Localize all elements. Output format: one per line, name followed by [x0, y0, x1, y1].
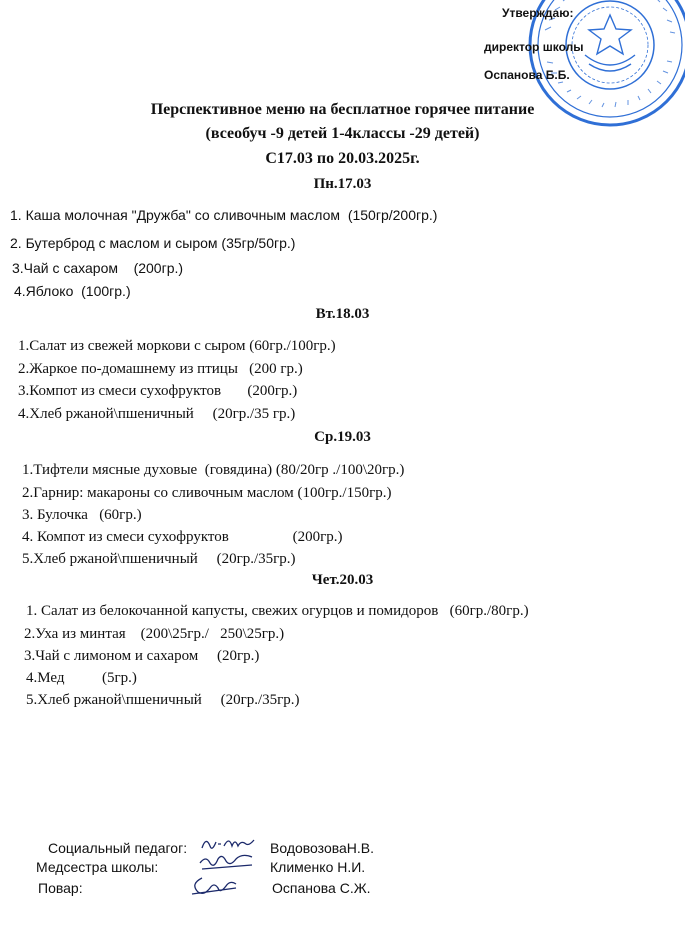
menu-item: 3.Чай с сахаром (200гр.) — [12, 260, 184, 276]
menu-item: 4.Мед (5гр.) — [26, 670, 137, 686]
approval-approved-label: Утверждаю: — [502, 6, 574, 20]
day-heading-thursday: Чет.20.03 — [311, 572, 374, 588]
staff-role: Медсестра школы: — [36, 859, 159, 875]
menu-item: 1. Салат из белокочанной капусты, свежих огурцов и помидоров (60гр./80гр.) — [26, 603, 529, 619]
approval-position: директор школы — [484, 40, 584, 54]
menu-date-range: С17.03 по 20.03.2025г. — [265, 150, 420, 167]
day-heading-wednesday: Ср.19.03 — [314, 429, 371, 445]
menu-item: 2.Гарнир: макароны со сливочным маслом (100гр./150гр.) — [22, 485, 392, 501]
menu-item: 3. Булочка (60гр.) — [22, 507, 142, 523]
menu-item: 5.Хлеб ржаной\пшеничный (20гр./35гр.) — [22, 551, 296, 567]
menu-item: 3.Компот из смеси сухофруктов (200гр.) — [18, 383, 298, 399]
menu-item: 4.Яблоко (100гр.) — [14, 283, 131, 299]
approval-director-name: Оспанова Б.Б. — [484, 68, 570, 82]
menu-item: 3.Чай с лимоном и сахаром (20гр.) — [24, 648, 260, 664]
menu-item: 1.Салат из свежей моркови с сыром (60гр./100гр.) — [18, 338, 336, 354]
menu-item: 2. Бутерброд с маслом и сыром (35гр/50гр.) — [10, 235, 296, 251]
staff-name: ВодовозоваН.В. — [270, 840, 375, 856]
menu-subtitle: (всеобуч -9 детей 1-4классы -29 детей) — [205, 125, 480, 142]
staff-name: Клименко Н.И. — [270, 859, 366, 875]
handwritten-signature-icon — [186, 872, 242, 900]
menu-item: 2.Уха из минтая (200\25гр./ 250\25гр.) — [24, 626, 285, 642]
menu-item: 1. Каша молочная "Дружба" со сливочным маслом (150гр/200гр.) — [10, 207, 438, 223]
menu-item: 4. Компот из смеси сухофруктов (200гр.) — [22, 529, 343, 545]
staff-row-cook — [38, 880, 458, 900]
menu-item: 5.Хлеб ржаной\пшеничный (20гр./35гр.) — [26, 692, 300, 708]
menu-item: 4.Хлеб ржаной\пшеничный (20гр./35 гр.) — [18, 406, 296, 422]
menu-item: 2.Жаркое по-домашнему из птицы (200 гр.) — [18, 361, 303, 377]
day-heading-monday: Пн.17.03 — [313, 176, 372, 192]
staff-row-social-pedagogue — [48, 840, 468, 860]
staff-name: Оспанова С.Ж. — [272, 880, 371, 896]
staff-row-school-nurse — [36, 859, 456, 879]
day-heading-tuesday: Вт.18.03 — [315, 306, 370, 322]
staff-role: Повар: — [38, 880, 83, 896]
menu-item: 1.Тифтели мясные духовые (говядина) (80/20гр ./100\20гр.) — [22, 462, 405, 478]
staff-role: Социальный педагог: — [48, 840, 188, 856]
menu-title: Перспективное меню на бесплатное горячее питание — [150, 101, 535, 118]
